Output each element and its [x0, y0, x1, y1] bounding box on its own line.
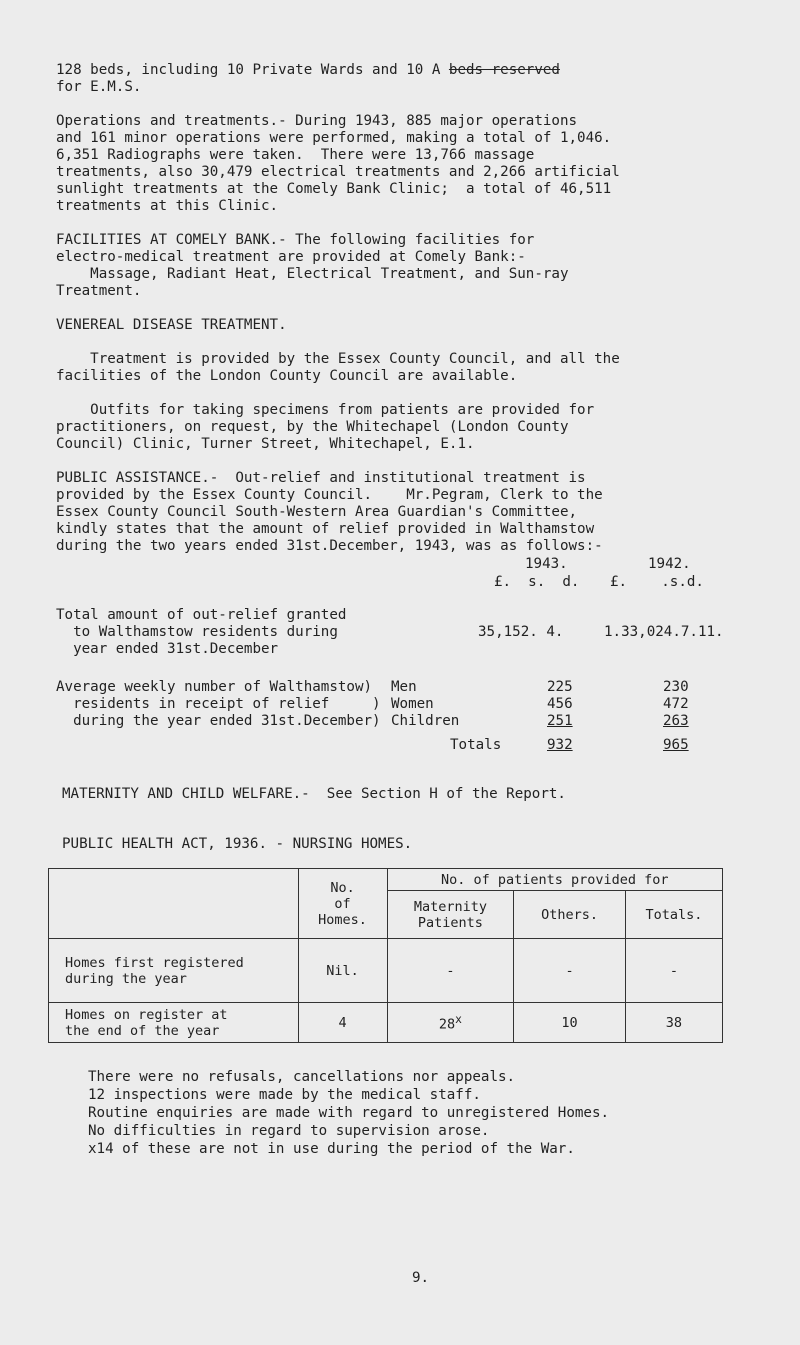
table-row: Homes on register at the end of the year 4 28$^x$ 10 38 — [49, 1003, 723, 1043]
note-line: No difficulties in regard to supervision arose. — [88, 1123, 490, 1139]
note-line: 12 inspections were made by the medical staff. — [88, 1087, 481, 1103]
outrelief-1943: 35,152. 4. — [478, 624, 564, 640]
table-blank-header — [49, 869, 299, 939]
category-men: Men — [391, 679, 417, 695]
note-line: There were no refusals, cancellations nor appeals. — [88, 1069, 516, 1085]
weekly-label: Average weekly number of Walthamstow) — [56, 679, 373, 695]
year-1943-header: 1943. — [525, 556, 568, 572]
men-1942: 230 — [663, 679, 689, 695]
venereal-heading: VENEREAL DISEASE TREATMENT. — [56, 317, 287, 333]
category-women: Women — [391, 696, 434, 712]
currency-units-1942: £. .s.d. — [610, 574, 704, 590]
year-1942-header: 1942. — [648, 556, 691, 572]
venereal-p1-line: Treatment is provided by the Essex County Council, and all the — [56, 351, 620, 367]
currency-units-1943: £. s. d. — [494, 574, 580, 590]
women-1943: 456 — [547, 696, 573, 712]
table-row: Homes first registered during the year Nil. - - - — [49, 939, 723, 1003]
children-1943: 251 — [547, 713, 573, 729]
total-1942: 965 — [663, 737, 689, 753]
weekly-label: residents in receipt of relief ) — [56, 696, 381, 712]
outrelief-1942: 1.33,024.7.11. — [604, 624, 724, 640]
maternity-column-header: Maternity Patients — [387, 891, 514, 939]
venereal-p2-line: practitioners, on request, by the Whitechapel (London County — [56, 419, 569, 435]
men-1943: 225 — [547, 679, 573, 695]
others-column-header: Others. — [514, 891, 625, 939]
outrelief-label: year ended 31st.December — [56, 641, 279, 657]
intro-line-2: for E.M.S. — [56, 79, 142, 95]
category-children: Children — [391, 713, 460, 729]
total-1943: 932 — [547, 737, 573, 753]
homes-column-header: No. of Homes. — [298, 869, 387, 939]
intro-line-1: 128 beds, including 10 Private Wards and 10 A beds reserved — [56, 62, 560, 78]
outrelief-label: to Walthamstow residents during — [56, 624, 338, 640]
women-1942: 472 — [663, 696, 689, 712]
nursing-homes-heading: PUBLIC HEALTH ACT, 1936. - NURSING HOMES. — [62, 836, 413, 852]
totals-label: Totals — [450, 737, 502, 753]
nursing-homes-table — [48, 868, 723, 1043]
totals-column-header: Totals. — [625, 891, 722, 939]
struck-text: beds reserved — [448, 62, 560, 78]
children-1942: 263 — [663, 713, 689, 729]
outrelief-label: Total amount of out-relief granted — [56, 607, 347, 623]
patients-column-header: No. of patients provided for — [387, 869, 722, 891]
venereal-p1-line: facilities of the London County Council are available. — [56, 368, 518, 384]
page-number: 9. — [412, 1270, 430, 1286]
maternity-line: MATERNITY AND CHILD WELFARE.- See Section H of the Report. — [62, 786, 566, 802]
venereal-p2-line: Council) Clinic, Turner Street, Whitechapel, E.1. — [56, 436, 475, 452]
venereal-p2-line: Outfits for taking specimens from patients are provided for — [56, 402, 595, 418]
weekly-label: during the year ended 31st.December) — [56, 713, 381, 729]
note-line: x14 of these are not in use during the period of the War. — [88, 1141, 575, 1157]
note-line: Routine enquiries are made with regard to unregistered Homes. — [88, 1105, 610, 1121]
